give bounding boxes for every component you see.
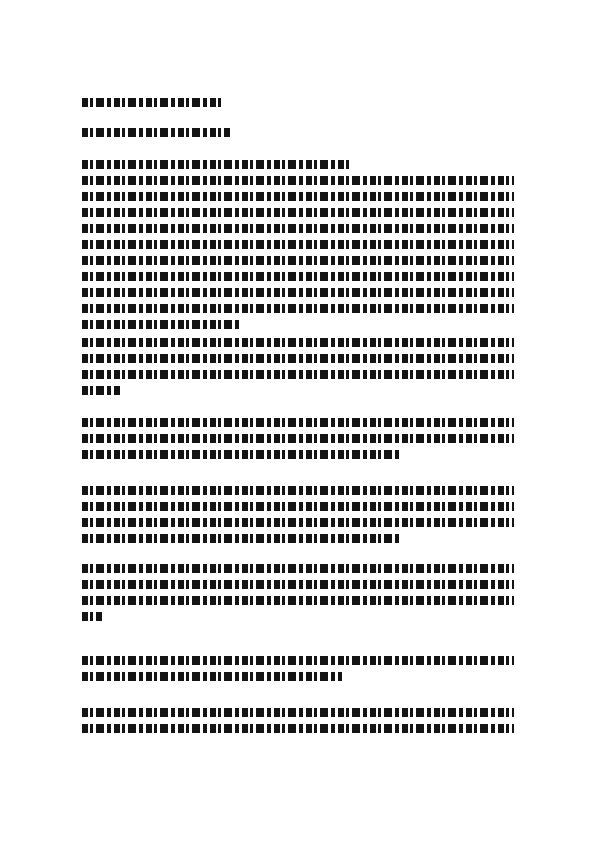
paragraph-2 <box>82 338 514 395</box>
paragraph-4 <box>82 486 514 543</box>
text-line <box>82 612 102 621</box>
paragraph-7 <box>82 708 514 733</box>
text-line <box>82 708 514 717</box>
text-line <box>82 98 222 107</box>
text-line <box>82 672 342 681</box>
text-line <box>82 320 242 329</box>
text-line <box>82 338 514 347</box>
text-line <box>82 502 514 511</box>
text-line <box>82 418 514 427</box>
text-line <box>82 656 514 665</box>
text-line <box>82 224 514 233</box>
text-line <box>82 256 514 265</box>
text-line <box>82 534 402 543</box>
text-line <box>82 434 514 443</box>
text-line <box>82 176 514 185</box>
header-line-1 <box>82 98 222 107</box>
text-line <box>82 580 514 589</box>
text-line <box>82 208 514 217</box>
text-line <box>82 128 230 137</box>
paragraph-5 <box>82 564 514 621</box>
text-line <box>82 240 514 249</box>
text-line <box>82 192 514 201</box>
paragraph-3 <box>82 418 514 459</box>
header-line-2 <box>82 128 230 137</box>
text-line <box>82 304 514 313</box>
text-line <box>82 386 122 395</box>
text-line <box>82 370 514 379</box>
text-line <box>82 354 514 363</box>
paragraph-6 <box>82 656 514 681</box>
text-line <box>82 288 514 297</box>
text-line <box>82 724 514 733</box>
text-line <box>82 160 352 169</box>
text-line <box>82 450 402 459</box>
text-line <box>82 518 514 527</box>
text-line <box>82 272 514 281</box>
paragraph-1 <box>82 160 514 329</box>
text-line <box>82 486 514 495</box>
text-line <box>82 596 514 605</box>
text-line <box>82 564 514 573</box>
